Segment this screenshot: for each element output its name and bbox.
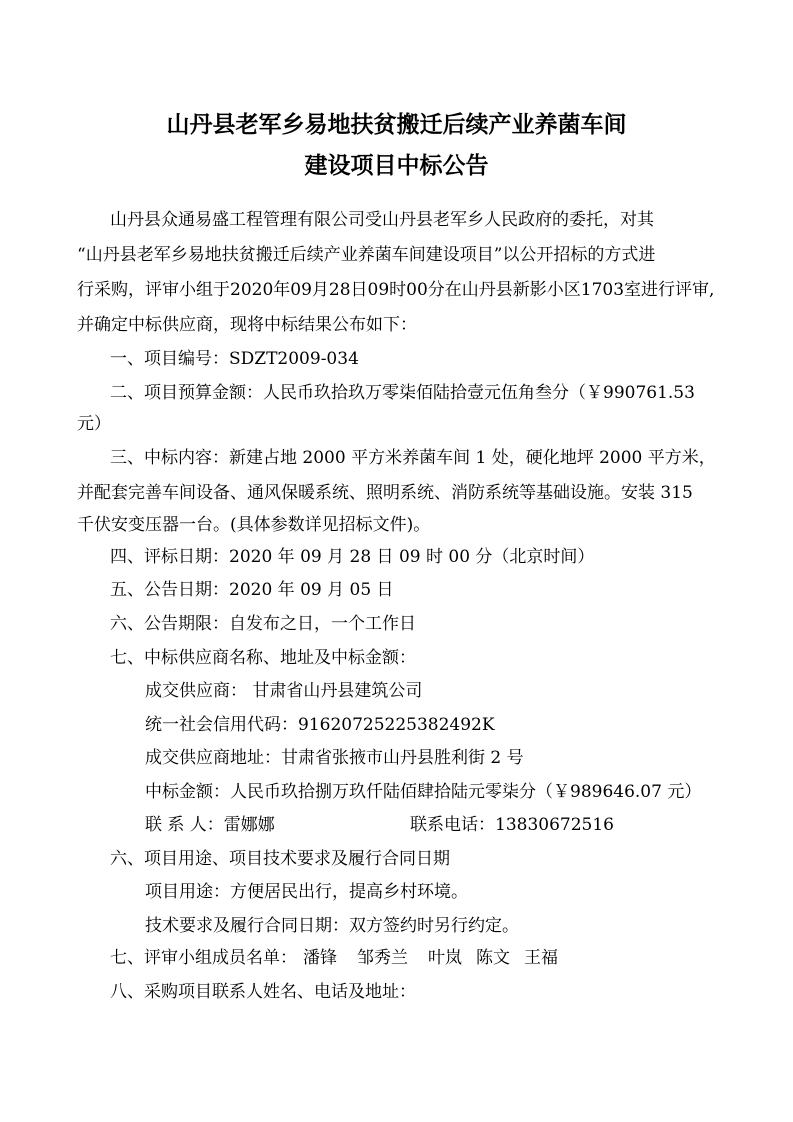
intro-paragraph-line4: 并确定中标供应商，现将中标结果公布如下： (77, 315, 417, 335)
bid-content-line2: 并配套完善车间设备、通风保暖系统、照明系统、消防系统等基础设施。安装 315 (77, 483, 693, 503)
bid-content-line1: 三、中标内容：新建占地 2000 平方米养菌车间 1 处，硬化地坪 2000 平方米， (110, 448, 716, 468)
panel-member: 潘锋 (303, 948, 337, 968)
intro-paragraph-line3: 行采购，评审小组于2020年09月28日09时00分在山丹县新影小区1703室进行评审, (77, 280, 715, 300)
winning-amount: 中标金额：人民币玖拾捌万玖仟陆佰肆拾陆元零柒分（￥989646.07 元） (145, 782, 702, 802)
bid-content-line3: 千伏安变压器一台。(具体参数详见招标文件)。 (77, 515, 431, 535)
intro-paragraph-line2: “山丹县老军乡易地扶贫搬迁后续产业养菌车间建设项目”以公开招标的方式进 (77, 245, 656, 265)
contact-phone: 联系电话：13830672516 (410, 815, 614, 835)
supplier-name: 成交供应商： 甘肃省山丹县建筑公司 (145, 681, 423, 701)
panel-member: 邹秀兰 (357, 948, 408, 968)
project-usage-heading: 六、项目用途、项目技术要求及履行合同日期 (110, 849, 450, 869)
evaluation-date: 四、评标日期：2020 年 09 月 28 日 09 时 00 分（北京时间） (110, 547, 595, 567)
intro-paragraph-line1: 山丹县众通易盛工程管理有限公司受山丹县老军乡人民政府的委托，对其 (110, 210, 654, 230)
page-title-line2: 建设项目中标公告 (304, 153, 489, 179)
supplier-credit-code: 统一社会信用代码：91620725225382492K (145, 715, 495, 735)
procurement-contact-heading: 八、采购项目联系人姓名、电话及地址： (110, 982, 416, 1002)
panel-member: 王福 (524, 948, 558, 968)
technical-requirements: 技术要求及履行合同日期：双方签约时另行约定。 (145, 916, 519, 936)
review-panel-label: 七、评审小组成员名单： (110, 948, 297, 968)
panel-member: 叶岚 (428, 948, 462, 968)
announcement-period: 六、公告期限：自发布之日，一个工作日 (110, 614, 416, 634)
project-purpose: 项目用途：方便居民出行，提高乡村环境。 (145, 882, 468, 902)
page-title-line1: 山丹县老军乡易地扶贫搬迁后续产业养菌车间 (166, 112, 627, 138)
review-panel-list (110, 946, 578, 970)
panel-member: 陈文 (476, 948, 510, 968)
winning-supplier-heading: 七、中标供应商名称、地址及中标金额： (110, 648, 416, 668)
contact-person: 联 系 人：雷娜娜 (145, 815, 275, 835)
supplier-address: 成交供应商地址：甘肃省张掖市山丹县胜利街 2 号 (145, 748, 524, 768)
announcement-date: 五、公告日期：2020 年 09 月 05 日 (110, 580, 394, 600)
budget-amount-line1: 二、项目预算金额：人民币玖拾玖万零柒佰陆拾壹元伍角叁分（￥990761.53 (110, 383, 695, 403)
project-number: 一、项目编号：SDZT2009-034 (110, 349, 359, 369)
budget-amount-line2: 元） (77, 414, 111, 434)
